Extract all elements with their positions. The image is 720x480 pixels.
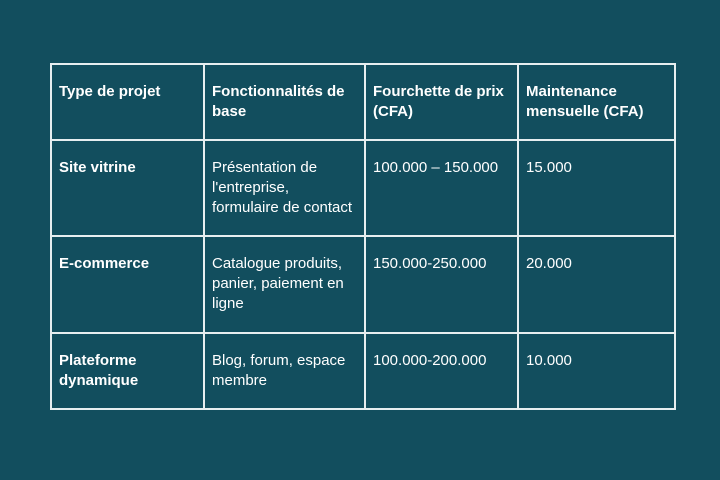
cell-maintenance: 15.000 [518,140,675,236]
cell-maintenance: 10.000 [518,333,675,409]
cell-project-type: Site vitrine [51,140,204,236]
cell-project-type: E-commerce [51,236,204,333]
cell-project-type: Plateforme dynamique [51,333,204,409]
cell-features: Présentation de l'entreprise, formulaire de contact [204,140,365,236]
cell-maintenance: 20.000 [518,236,675,333]
table-row [51,140,675,236]
cell-price-range: 100.000-200.000 [365,333,518,409]
header-project-type: Type de projet [51,64,204,140]
cell-price-range: 150.000-250.000 [365,236,518,333]
cell-features: Catalogue produits, panier, paiement en ligne [204,236,365,333]
cell-price-range: 100.000 – 150.000 [365,140,518,236]
table-row [51,236,675,333]
header-features: Fonctionnalités de base [204,64,365,140]
table-header-row [51,64,675,140]
table-row [51,333,675,409]
header-price-range: Fourchette de prix (CFA) [365,64,518,140]
header-maintenance: Maintenance mensuelle (CFA) [518,64,675,140]
pricing-table [50,63,676,410]
cell-features: Blog, forum, espace membre [204,333,365,409]
